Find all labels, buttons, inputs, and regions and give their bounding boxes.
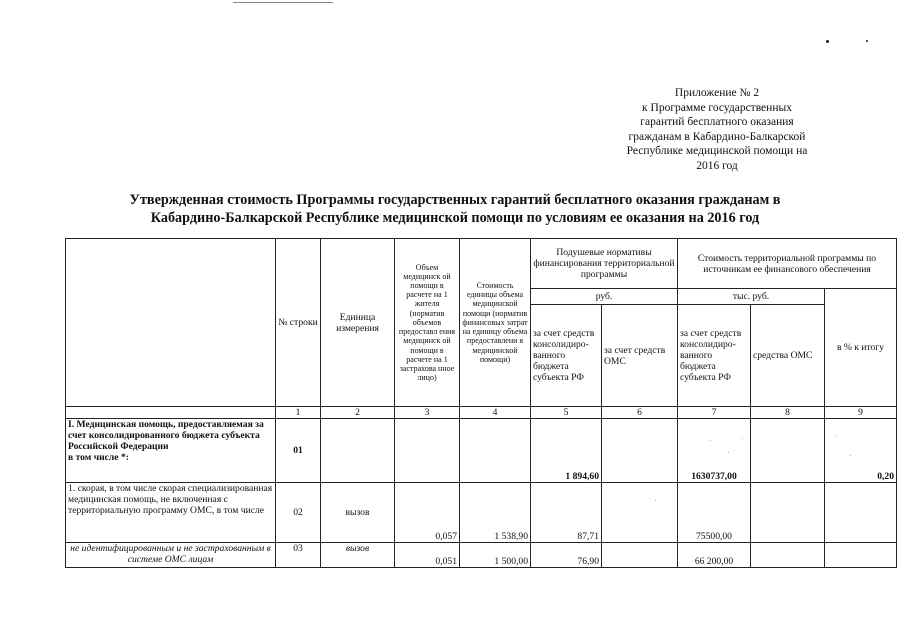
header-per-capita: Подушевые нормативы финансирования территориальной программы (531, 239, 678, 289)
row-budget-rub: 1 894,60 (531, 419, 602, 483)
title-line: Кабардино-Балкарской Республике медицинской помощи по условиям ее оказания на 2016 год (150, 209, 760, 226)
header-volume: Объем медицинск ой помощи в расчете на 1 жителя (норматив объемов предоставл ения медицинск ой помощи в расчете на 1 застрахова нное лицо) (395, 239, 460, 407)
col-number: 7 (678, 407, 751, 419)
col-number (66, 407, 276, 419)
row-oms-thous (751, 419, 825, 483)
scan-speck (728, 452, 729, 453)
row-name-main: I. Медицинская помощь, предоставляемая за счет консолидированного бюджета субъекта Российской Федерации (68, 419, 264, 452)
row-cost: 1 538,90 (460, 483, 531, 543)
header-thous-rub: тыс. руб. (678, 289, 825, 305)
scan-dot (826, 40, 829, 43)
row-oms-rub (602, 419, 678, 483)
row-name-sub: в том числе *: (68, 452, 129, 463)
scan-speck (836, 436, 837, 437)
row-unit (321, 419, 395, 483)
appendix-line: к Программе государственных (642, 101, 792, 114)
row-cost (460, 419, 531, 483)
scan-speck (655, 500, 656, 501)
col-number: 5 (531, 407, 602, 419)
row-no: 03 (276, 543, 321, 568)
col-number: 6 (602, 407, 678, 419)
col-number: 8 (751, 407, 825, 419)
appendix-line: гражданам в Кабардино-Балкарской (628, 130, 806, 143)
document-title (90, 192, 820, 227)
header-territorial: Стоимость территориальной программы по источникам ее финансового обеспечения (678, 239, 897, 289)
col-number: 2 (321, 407, 395, 419)
top-rule (233, 2, 333, 3)
appendix-line: Приложение № 2 (674, 87, 760, 99)
row-budget-thous: 75500,00 (678, 483, 751, 543)
header-oms-thous: средства ОМС (751, 305, 825, 407)
col-number: 3 (395, 407, 460, 419)
header-percent: в % к итогу (825, 289, 897, 407)
scan-speck (850, 455, 851, 456)
header-rub: руб. (531, 289, 678, 305)
row-oms-rub (602, 543, 678, 568)
row-unit: вызов (321, 543, 395, 568)
row-budget-thous: 1630737,00 (678, 419, 751, 483)
row-name: 1. скорая, в том числе скорая специализированная медицинская помощь, не включенная с территориальную программу ОМС, в том числе (66, 483, 276, 543)
appendix-line: 2016 год (696, 159, 738, 172)
row-volume: 0,051 (395, 543, 460, 568)
row-budget-rub: 87,71 (531, 483, 602, 543)
row-volume: 0,057 (395, 483, 460, 543)
cost-table (65, 238, 897, 568)
row-oms-thous (751, 543, 825, 568)
scan-speck (710, 440, 711, 441)
col-number: 1 (276, 407, 321, 419)
row-volume (395, 419, 460, 483)
row-oms-rub (602, 483, 678, 543)
row-no: 01 (276, 419, 321, 483)
scan-dot (866, 40, 868, 42)
header-budget-thous: за счет средств консолидиро-ванного бюджета субъекта РФ (678, 305, 751, 407)
header-unit: Единица измерения (321, 239, 395, 407)
row-oms-thous (751, 483, 825, 543)
row-unit: вызов (321, 483, 395, 543)
table-row (66, 483, 897, 543)
title-line: Утвержденная стоимость Программы государственных гарантий бесплатного оказания гражданам в (129, 192, 781, 208)
row-percent (825, 483, 897, 543)
row-percent (825, 543, 897, 568)
appendix-line: гарантий бесплатного оказания (640, 116, 794, 129)
header-row-no: № строки (276, 239, 321, 407)
appendix-note (612, 86, 822, 174)
row-budget-thous: 66 200,00 (678, 543, 751, 568)
row-percent: 0,20 (825, 419, 897, 483)
row-cost: 1 500,00 (460, 543, 531, 568)
row-no: 02 (276, 483, 321, 543)
header-empty-cell (66, 239, 276, 407)
row-budget-rub: 76,90 (531, 543, 602, 568)
col-number: 9 (825, 407, 897, 419)
header-budget-rub: за счет средств консолидиро-ванного бюджета субъекта РФ (531, 305, 602, 407)
table-row (66, 543, 897, 568)
row-name (66, 419, 276, 483)
header-oms-rub: за счет средств ОМС (602, 305, 678, 407)
table-row (66, 419, 897, 483)
appendix-line: Республике медицинской помощи на (626, 145, 808, 158)
scan-speck (742, 438, 743, 439)
row-name: не идентифицированным и не застрахованным в системе ОМС лицам (66, 543, 276, 568)
col-number: 4 (460, 407, 531, 419)
header-cost: Стоимость единицы объема медицинской помощи (норматив финансовых затрат на единицу объема предоставлени я медицинской помощи) (460, 239, 531, 407)
